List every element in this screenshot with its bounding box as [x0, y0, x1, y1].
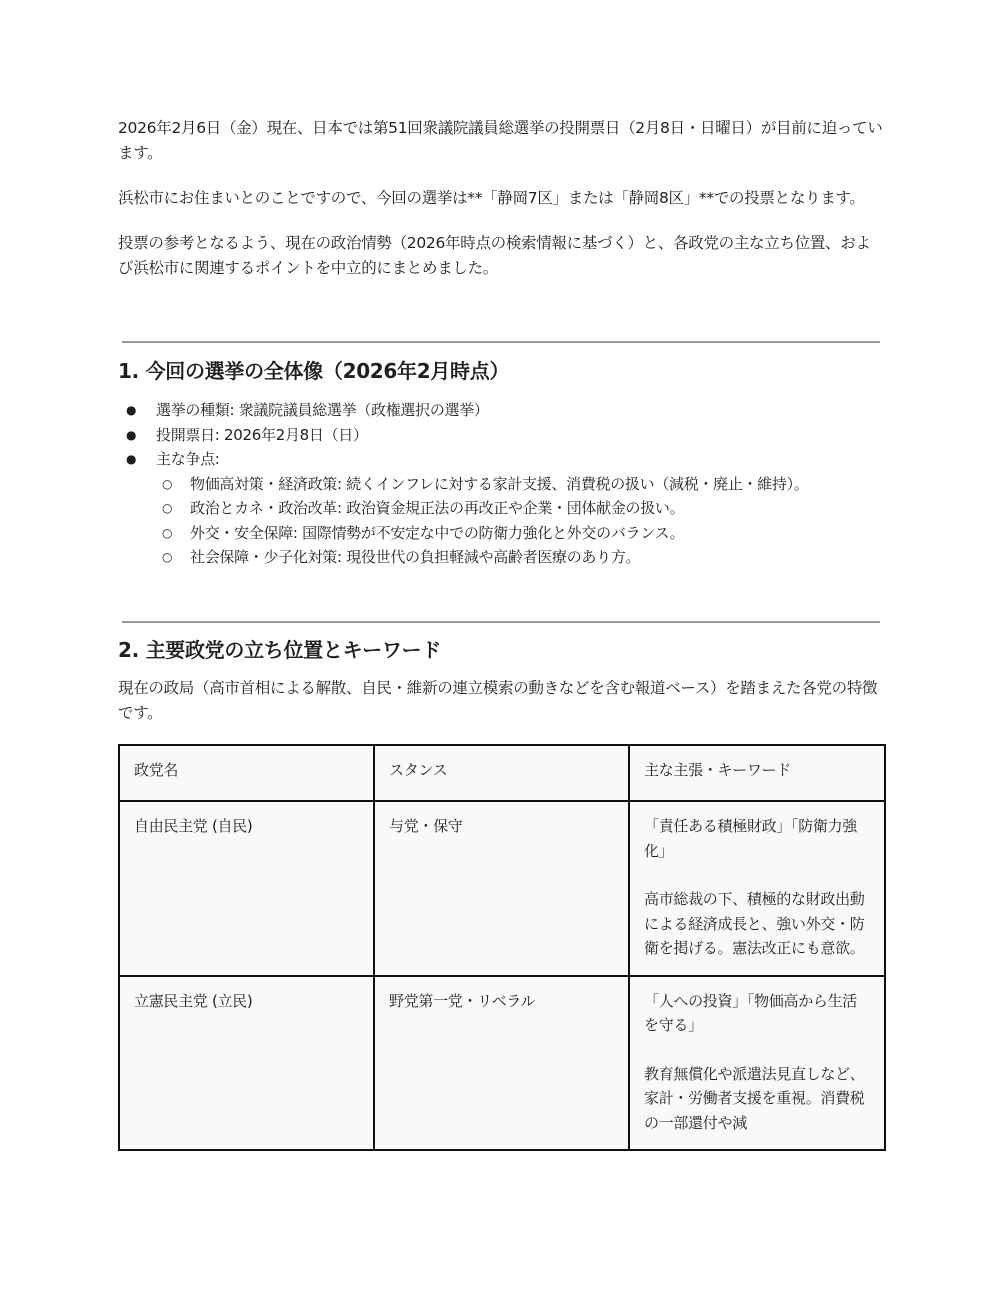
- cell-keywords: [629, 801, 885, 976]
- sublist-item-text: 政治とカネ・政治改革: 政治資金規正法の再改正や企業・団体献金の扱い。: [190, 499, 685, 517]
- sublist-item: [156, 545, 884, 570]
- cell-stance: 野党第一党・リベラル: [374, 976, 629, 1151]
- sublist-item-text: 物価高対策・経済政策: 続くインフレに対する家計支援、消費税の扱い（減税・廃止・維持）。: [190, 474, 809, 493]
- overview-list: [118, 398, 884, 570]
- sublist-item: [156, 472, 884, 497]
- sublist-item: [156, 496, 884, 521]
- horizontal-divider: [122, 621, 880, 623]
- hollow-bullet-icon: ○: [162, 525, 173, 540]
- horizontal-divider: [122, 341, 880, 343]
- bullet-icon: ●: [126, 452, 137, 466]
- cell-party-name: 自由民主党 (自民): [119, 801, 374, 976]
- bullet-icon: ●: [126, 403, 137, 417]
- table-header-row: [119, 745, 885, 801]
- sublist-item-text: 社会保障・少子化対策: 現役世代の負担軽減や高齢者医療のあり方。: [190, 548, 641, 566]
- document-page: [118, 116, 884, 1132]
- list-item-text: 主な争点:: [156, 450, 220, 468]
- cell-party-name: 立憲民主党 (立民): [119, 976, 374, 1151]
- header-party-name: 政党名: [119, 745, 374, 801]
- intro-paragraph-2: 浜松市にお住まいとのことですので、今回の選挙は**「静岡7区」または「静岡8区」**での投票となります。: [118, 189, 865, 207]
- cell-keywords: [629, 976, 885, 1151]
- intro-paragraph-3: 投票の参考となるよう、現在の政治情勢（2026年時点の検索情報に基づく）と、各政党の主な立ち位置、および浜松市に関連するポイントを中立的にまとめました。: [118, 234, 871, 277]
- list-item-text: 投開票日: 2026年2月8日（日）: [156, 425, 368, 444]
- details-text: 高市総裁の下、積極的な財政出動による経済成長と、強い外交・防衛を掲げる。憲法改正にも意欲。: [644, 890, 865, 957]
- header-stance: スタンス: [374, 745, 629, 801]
- intro-paragraph-1: 2026年2月6日（金）現在、日本では第51回衆議院議員総選挙の投開票日（2月8日・日曜日）が目前に迫っています。: [118, 119, 883, 162]
- cell-stance: 与党・保守: [374, 801, 629, 976]
- sublist-item: [156, 521, 884, 546]
- keywords-text: 「人への投資」「物価高から生活を守る」: [644, 991, 858, 1034]
- list-item: [118, 423, 884, 448]
- list-item-text: 選挙の種類: 衆議院議員総選挙（政権選択の選挙）: [156, 401, 489, 419]
- list-item: [118, 398, 884, 423]
- table-row: [119, 976, 885, 1151]
- sublist-item-text: 外交・安全保障: 国際情勢が不安定な中での防衛力強化と外交のバランス。: [190, 523, 685, 542]
- section-2-heading: 2. 主要政党の立ち位置とキーワード: [118, 638, 442, 662]
- keywords-text: 「責任ある積極財政」「防衛力強化」: [644, 817, 858, 860]
- section-1-heading: 1. 今回の選挙の全体像（2026年2月時点）: [118, 359, 510, 383]
- parties-table: [118, 744, 886, 1151]
- hollow-bullet-icon: ○: [162, 476, 173, 491]
- hollow-bullet-icon: ○: [162, 550, 173, 564]
- table-row: [119, 801, 885, 976]
- hollow-bullet-icon: ○: [162, 501, 173, 515]
- issues-sublist: [156, 472, 884, 570]
- bullet-icon: ●: [126, 427, 137, 442]
- list-item: [118, 447, 884, 570]
- section-2-intro: 現在の政局（高市首相による解散、自民・維新の連立模索の動きなどを含む報道ベース）を踏まえた各党の特徴です。: [118, 679, 878, 722]
- header-keywords: 主な主張・キーワード: [629, 745, 885, 801]
- details-text: 教育無償化や派遣法見直しなど、家計・労働者支援を重視。消費税の一部還付や減: [644, 1064, 865, 1132]
